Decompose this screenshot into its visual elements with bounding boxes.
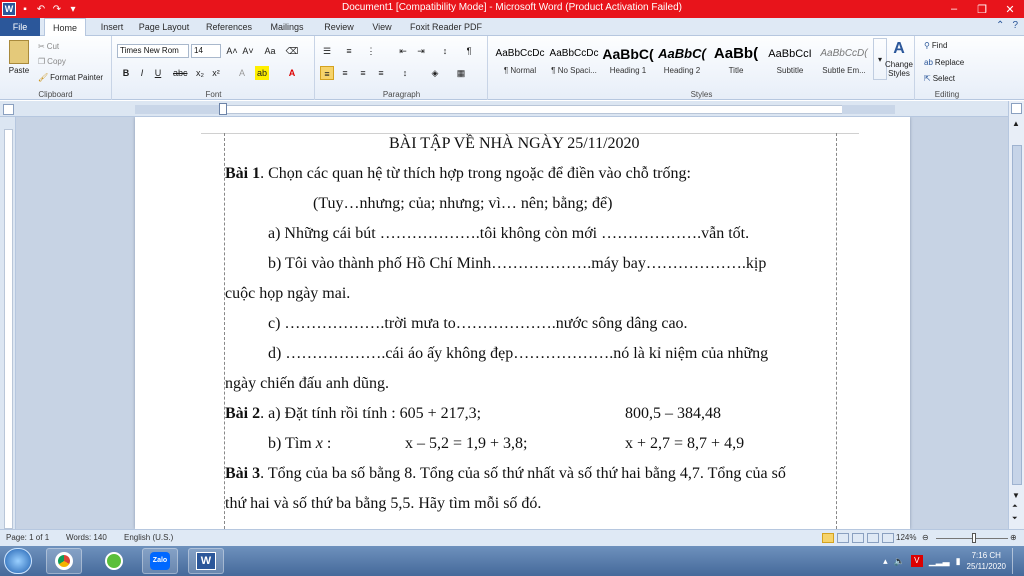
- font-label: Font: [205, 90, 222, 99]
- style-heading-2[interactable]: AaBbC( Heading 2: [658, 46, 706, 75]
- document-page[interactable]: [135, 117, 910, 529]
- font-size-combo[interactable]: 14: [191, 44, 221, 58]
- styles-group: [489, 36, 915, 100]
- exercise-1-label: Bài 1: [225, 165, 261, 182]
- document-title: BÀI TẬP VỀ NHÀ NGÀY 25/11/2020: [389, 135, 640, 152]
- draft-icon[interactable]: [882, 533, 894, 543]
- exercise-2a: Bài 2. a) Đặt tính rồi tính : 605 + 217,3;: [225, 405, 482, 422]
- increase-indent-icon[interactable]: ⇥: [417, 46, 425, 56]
- zoom-out-icon[interactable]: ⊖: [922, 533, 929, 542]
- full-screen-reading-icon[interactable]: [837, 533, 849, 543]
- change-styles-button[interactable]: A Change Styles: [884, 40, 914, 78]
- italic-icon[interactable]: I: [140, 68, 144, 78]
- multilevel-list-icon[interactable]: ⋮: [366, 46, 376, 56]
- exercise-1d: d) ……………….cái áo ấy không đẹp……………….nó là kỉ niệm của những: [268, 345, 769, 362]
- tab-file[interactable]: File: [0, 18, 40, 36]
- shrink-font-icon[interactable]: A˅: [242, 46, 254, 56]
- window-title: Document1 [Compatibility Mode] - Microsoft Word (Product Activation Failed): [342, 2, 682, 13]
- exercise-1a: a) Những cái bút ……………….tôi không còn mới ……………….vẫn tốt.: [268, 225, 750, 242]
- ruler-left-margin: [135, 105, 223, 114]
- tab-mailings[interactable]: Mailings: [270, 22, 304, 32]
- window-controls: [940, 0, 1024, 18]
- change-case-icon[interactable]: Aa: [264, 46, 276, 56]
- start-button[interactable]: [4, 548, 32, 574]
- vertical-ruler-track: [4, 129, 13, 529]
- style-normal[interactable]: AaBbCcDc ¶ Normal: [495, 48, 545, 75]
- taskbar-app-green[interactable]: [96, 548, 132, 574]
- scroll-thumb[interactable]: [1012, 145, 1022, 485]
- paste-icon: [9, 40, 29, 64]
- outline-icon[interactable]: [867, 533, 879, 543]
- bullets-icon[interactable]: ☰: [322, 46, 332, 56]
- tab-references[interactable]: References: [205, 22, 253, 32]
- sort-icon[interactable]: ↕: [442, 46, 448, 56]
- clock-date: 25/11/2020: [966, 562, 1006, 571]
- view-buttons: [822, 533, 894, 543]
- style-no-spacing[interactable]: AaBbCcDc ¶ No Spaci...: [549, 48, 599, 75]
- exercise-3-line-1: Bài 3. Tổng của ba số bằng 8. Tổng của số thứ nhất và số thứ hai bằng 4,7. Tổng của số: [225, 465, 786, 482]
- tab-selector-icon[interactable]: [3, 104, 14, 115]
- binoculars-icon: ⚲: [924, 41, 930, 50]
- zoom-level[interactable]: 124%: [896, 533, 917, 542]
- status-bar: [0, 529, 1024, 546]
- clock-time: 7:16 CH: [971, 551, 1001, 560]
- scroll-down-icon[interactable]: ▼: [1012, 491, 1020, 500]
- volume-icon[interactable]: 🔈: [893, 555, 905, 566]
- strikethrough-icon[interactable]: abc: [173, 68, 188, 78]
- horizontal-ruler[interactable]: [0, 101, 1024, 117]
- chrome-icon: [55, 552, 73, 570]
- signal-icon[interactable]: ▮: [955, 555, 961, 566]
- system-tray: [883, 548, 1020, 574]
- editing-group: [916, 36, 978, 100]
- text-effects-icon[interactable]: A: [238, 68, 245, 78]
- exercise-2-label: Bài 2: [225, 405, 261, 422]
- exercise-1c: c) ……………….trời mưa to……………….nước sông dâng cao.: [268, 315, 688, 332]
- tab-page-layout[interactable]: Page Layout: [138, 22, 190, 32]
- highlight-icon[interactable]: ab: [256, 68, 267, 78]
- windows-taskbar: [0, 546, 1024, 576]
- style-subtitle[interactable]: AaBbCcI Subtitle: [768, 48, 812, 75]
- network-icon[interactable]: ▁▂▃: [928, 555, 950, 566]
- exercise-2b-equation-2: x + 2,7 = 8,7 + 4,9: [625, 435, 745, 452]
- taskbar-clock[interactable]: [967, 550, 1006, 572]
- customize-qat-icon[interactable]: ▾: [70, 3, 76, 15]
- align-center-icon[interactable]: ≡: [342, 68, 348, 78]
- style-heading-1[interactable]: AaBbC( Heading 1: [602, 46, 654, 75]
- borders-icon[interactable]: ▦: [456, 68, 466, 78]
- help-icon[interactable]: ?: [1012, 20, 1018, 31]
- font-group: [113, 36, 315, 100]
- find-button[interactable]: ⚲ Find: [924, 41, 948, 50]
- zoom-in-icon[interactable]: ⊕: [1010, 533, 1017, 542]
- title-bar: [0, 0, 1024, 18]
- vertical-scrollbar[interactable]: [1008, 101, 1024, 529]
- language-indicator[interactable]: English (U.S.): [124, 533, 174, 542]
- format-painter-icon: 🖌: [38, 73, 49, 82]
- paragraph-label: Paragraph: [382, 90, 421, 99]
- indent-marker-icon[interactable]: [219, 103, 227, 115]
- decrease-indent-icon[interactable]: ⇤: [399, 46, 407, 56]
- antivirus-icon[interactable]: V: [911, 555, 923, 567]
- page-count[interactable]: Page: 1 of 1: [6, 533, 50, 542]
- underline-icon[interactable]: U: [154, 68, 162, 78]
- superscript-icon[interactable]: x²: [212, 68, 220, 78]
- tab-insert[interactable]: Insert: [100, 22, 124, 32]
- exercise-3-line-2: thứ hai và số thứ ba bằng 5,5. Hãy tìm mỗi số đó.: [225, 495, 542, 512]
- exercise-1b-cont: cuộc họp ngày mai.: [225, 285, 351, 302]
- clear-formatting-icon[interactable]: ⌫: [285, 46, 299, 56]
- scissors-icon: ✂: [38, 42, 45, 51]
- ruler-track: [135, 105, 895, 114]
- minimize-icon[interactable]: –: [950, 3, 958, 15]
- ruler-right-margin: [842, 105, 895, 114]
- exercise-2b: b) Tìm x :: [268, 435, 332, 452]
- minimize-ribbon-icon[interactable]: ⌃: [996, 20, 1005, 31]
- copy-button[interactable]: ❐ Copy: [38, 57, 66, 66]
- close-icon[interactable]: ✕: [1005, 3, 1015, 16]
- word-taskbar-icon: W: [196, 552, 216, 570]
- subscript-icon[interactable]: x₂: [196, 68, 204, 78]
- paste-button[interactable]: Paste: [6, 40, 32, 75]
- shading-icon[interactable]: ◈: [431, 68, 439, 78]
- ruler-toggle-icon[interactable]: [1011, 103, 1022, 114]
- zalo-icon: Zalo: [150, 552, 170, 570]
- exercise-1-heading: Bài 1. Chọn các quan hệ từ thích hợp trong ngoặc để điền vào chỗ trống:: [225, 165, 691, 182]
- show-hidden-icons-icon[interactable]: ▴: [883, 555, 888, 566]
- cut-button[interactable]: ✂ Cut: [38, 42, 60, 51]
- document-workspace: [16, 117, 1008, 529]
- ribbon-right-icons: [996, 20, 1018, 31]
- vertical-ruler[interactable]: [0, 117, 16, 529]
- replace-button[interactable]: ab Replace: [924, 58, 965, 67]
- word-logo-icon[interactable]: W: [2, 2, 16, 16]
- exercise-1-options: (Tuy…nhưng; của; nhưng; vì… nên; bằng; để): [313, 195, 613, 212]
- ribbon-tabs: [0, 18, 1024, 36]
- align-left-icon[interactable]: ≡: [320, 66, 334, 80]
- style-title[interactable]: AaBb( Title: [713, 45, 759, 75]
- clipboard-label: Clipboard: [38, 90, 73, 99]
- taskbar-app-word[interactable]: [188, 548, 224, 574]
- exercise-1b: b) Tôi vào thành phố Hồ Chí Minh……………….máy bay……………….kịp: [268, 255, 767, 272]
- taskbar-app-zalo[interactable]: [142, 548, 178, 574]
- word-count[interactable]: Words: 140: [66, 533, 107, 542]
- previous-page-icon[interactable]: ⏶: [1012, 503, 1018, 510]
- styles-scroll-icon[interactable]: ▾: [873, 38, 887, 80]
- styles-label: Styles: [690, 90, 713, 99]
- font-color-icon[interactable]: A: [288, 68, 296, 78]
- undo-icon[interactable]: ↶: [36, 3, 46, 15]
- copy-icon: ❐: [38, 57, 46, 66]
- editing-label: Editing: [934, 90, 960, 99]
- tab-foxit-reader-pdf[interactable]: Foxit Reader PDF: [409, 22, 483, 32]
- change-styles-icon: A: [893, 40, 905, 57]
- grow-font-icon[interactable]: A˄: [226, 46, 238, 56]
- select-icon: ⇱: [924, 74, 931, 83]
- zoom-slider-thumb[interactable]: [972, 533, 976, 543]
- app-green-icon: [105, 552, 123, 570]
- exercise-3-label: Bài 3: [225, 465, 261, 482]
- style-subtle-emphasis[interactable]: AaBbCcD( Subtle Em...: [820, 48, 868, 75]
- clipboard-group: [0, 36, 112, 100]
- tab-review[interactable]: Review: [324, 22, 354, 32]
- select-button[interactable]: ⇱ Select: [924, 74, 955, 83]
- exercise-1d-cont: ngày chiến đấu anh dũng.: [225, 375, 389, 392]
- replace-icon: ab: [924, 58, 933, 67]
- font-name-combo[interactable]: Times New Rom: [117, 44, 189, 58]
- show-formatting-icon[interactable]: ¶: [466, 46, 472, 56]
- numbering-icon[interactable]: ≡: [346, 46, 352, 56]
- web-layout-icon[interactable]: [852, 533, 864, 543]
- redo-icon[interactable]: ↷: [52, 3, 62, 15]
- taskbar-app-chrome[interactable]: [46, 548, 82, 574]
- line-spacing-icon[interactable]: ↕: [402, 68, 408, 78]
- paragraph-group: [316, 36, 488, 100]
- exercise-2b-equation-1: x – 5,2 = 1,9 + 3,8;: [405, 435, 528, 452]
- next-page-icon[interactable]: ⏷: [1012, 515, 1018, 522]
- ribbon: [0, 36, 1024, 100]
- format-painter-button[interactable]: 🖌 Format Painter: [38, 73, 104, 82]
- scroll-up-icon[interactable]: ▲: [1012, 119, 1020, 128]
- show-desktop-button[interactable]: [1012, 548, 1020, 574]
- align-right-icon[interactable]: ≡: [360, 68, 366, 78]
- restore-icon[interactable]: ❐: [977, 3, 987, 16]
- save-icon[interactable]: ▪: [23, 3, 27, 15]
- exercise-2a-right: 800,5 – 384,48: [625, 405, 721, 422]
- print-layout-icon[interactable]: [822, 533, 834, 543]
- tab-home[interactable]: Home: [44, 18, 86, 37]
- justify-icon[interactable]: ≡: [378, 68, 384, 78]
- tab-view[interactable]: View: [372, 22, 392, 32]
- bold-icon[interactable]: B: [122, 68, 130, 78]
